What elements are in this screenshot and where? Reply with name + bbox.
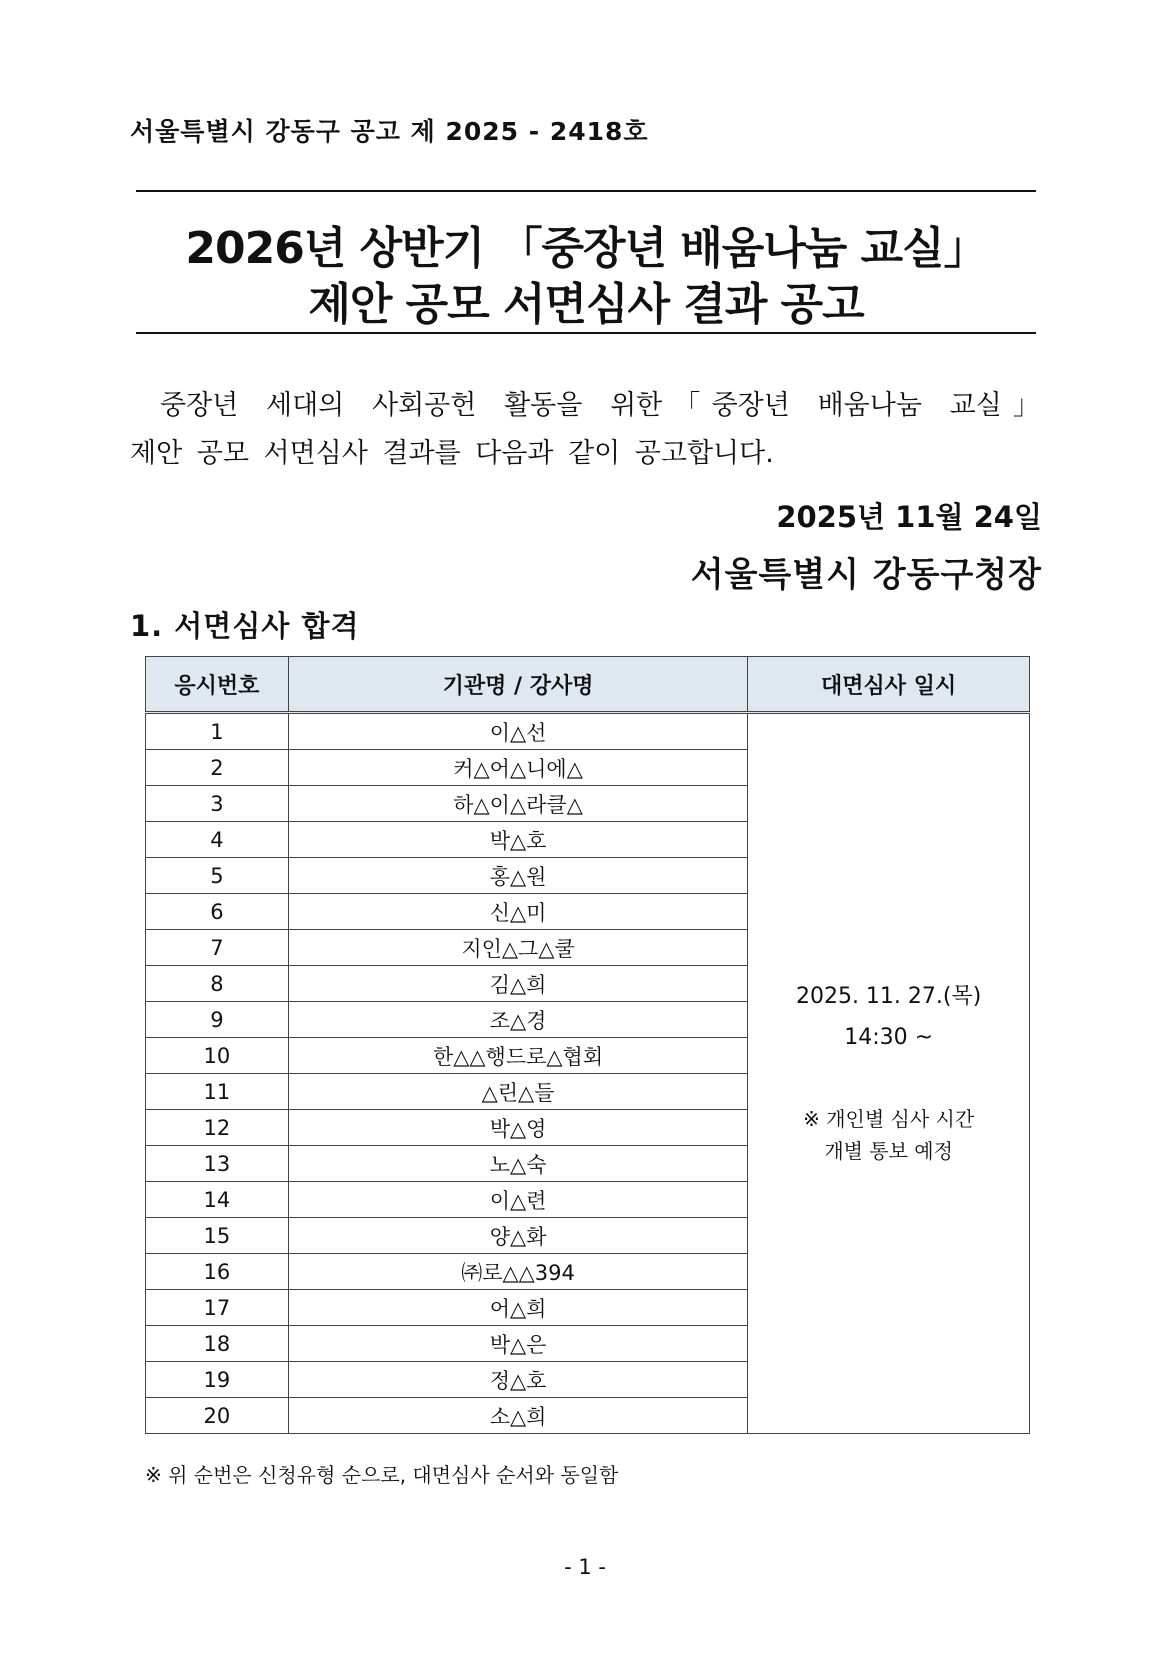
footnote: ※ 위 순번은 신청유형 순으로, 대면심사 순서와 동일함 bbox=[145, 1463, 619, 1487]
applicant-number: 15 bbox=[146, 1218, 289, 1254]
applicant-number: 7 bbox=[146, 930, 289, 966]
applicant-name: 양△화 bbox=[288, 1218, 747, 1254]
applicant-number: 13 bbox=[146, 1146, 289, 1182]
applicant-number: 20 bbox=[146, 1398, 289, 1434]
page-number: - 1 - bbox=[564, 1555, 606, 1579]
notice-date: 2025년 11월 24일 bbox=[776, 500, 1042, 534]
applicant-name: 소△희 bbox=[288, 1398, 747, 1434]
applicant-name: 신△미 bbox=[288, 894, 747, 930]
table-body bbox=[146, 713, 1030, 1434]
applicant-number: 9 bbox=[146, 1002, 289, 1038]
applicant-number: 8 bbox=[146, 966, 289, 1002]
applicant-number: 17 bbox=[146, 1290, 289, 1326]
applicant-number: 18 bbox=[146, 1326, 289, 1362]
applicant-number: 11 bbox=[146, 1074, 289, 1110]
applicant-number: 2 bbox=[146, 750, 289, 786]
applicant-number: 16 bbox=[146, 1254, 289, 1290]
applicant-number: 1 bbox=[146, 713, 289, 750]
applicant-name: 홍△원 bbox=[288, 858, 747, 894]
applicant-name: 조△경 bbox=[288, 1002, 747, 1038]
interview-schedule-cell bbox=[748, 713, 1030, 1434]
applicant-number: 5 bbox=[146, 858, 289, 894]
applicant-number: 10 bbox=[146, 1038, 289, 1074]
interview-date: 2025. 11. 27.(목) bbox=[795, 983, 982, 1009]
applicant-name: 어△희 bbox=[288, 1290, 747, 1326]
applicant-name: 이△련 bbox=[288, 1182, 747, 1218]
applicant-name: 박△호 bbox=[288, 822, 747, 858]
issuer-name: 서울특별시 강동구청장 bbox=[690, 555, 1042, 595]
applicant-name: 박△은 bbox=[288, 1326, 747, 1362]
column-header-name: 기관명 / 강사명 bbox=[288, 657, 747, 713]
applicant-name: 하△이△라클△ bbox=[288, 786, 747, 822]
table-header-row bbox=[146, 657, 1030, 713]
intro-line-2: 제안 공모 서면심사 결과를 다음과 같이 공고합니다. bbox=[130, 438, 774, 469]
applicant-name: 김△희 bbox=[288, 966, 747, 1002]
results-table bbox=[145, 656, 1030, 1434]
schedule-note-line-1: ※ 개인별 심사 시간 bbox=[803, 1107, 975, 1132]
applicant-number: 19 bbox=[146, 1362, 289, 1398]
applicant-number: 12 bbox=[146, 1110, 289, 1146]
notice-number: 서울특별시 강동구 공고 제 2025 - 2418호 bbox=[130, 117, 649, 146]
intro-line-1: 중장년 세대의 사회공헌 활동을 위한「중장년 배움나눔 교실」 bbox=[160, 390, 1040, 421]
applicant-name: 지인△그△쿨 bbox=[288, 930, 747, 966]
applicant-name: △린△들 bbox=[288, 1074, 747, 1110]
applicant-name: 박△영 bbox=[288, 1110, 747, 1146]
applicant-name: 한△△행드로△협회 bbox=[288, 1038, 747, 1074]
table-row bbox=[146, 713, 1030, 750]
applicant-number: 6 bbox=[146, 894, 289, 930]
column-header-schedule: 대면심사 일시 bbox=[748, 657, 1030, 713]
applicant-name: ㈜로△△394 bbox=[288, 1254, 747, 1290]
applicant-name: 이△선 bbox=[288, 713, 747, 750]
schedule-note-line-2: 개별 통보 예정 bbox=[824, 1139, 953, 1164]
applicant-number: 14 bbox=[146, 1182, 289, 1218]
title-line-2: 제안 공모 서면심사 결과 공고 bbox=[308, 279, 864, 330]
applicant-name: 노△숙 bbox=[288, 1146, 747, 1182]
applicant-name: 커△어△니에△ bbox=[288, 750, 747, 786]
interview-time: 14:30 ~ bbox=[844, 1024, 934, 1050]
title-box bbox=[136, 190, 1036, 334]
applicant-number: 3 bbox=[146, 786, 289, 822]
title-line-1: 2026년 상반기 「중장년 배움나눔 교실」 bbox=[185, 223, 987, 274]
applicant-number: 4 bbox=[146, 822, 289, 858]
applicant-name: 정△호 bbox=[288, 1362, 747, 1398]
column-header-number: 응시번호 bbox=[146, 657, 289, 713]
section-heading: 1. 서면심사 합격 bbox=[130, 609, 360, 643]
